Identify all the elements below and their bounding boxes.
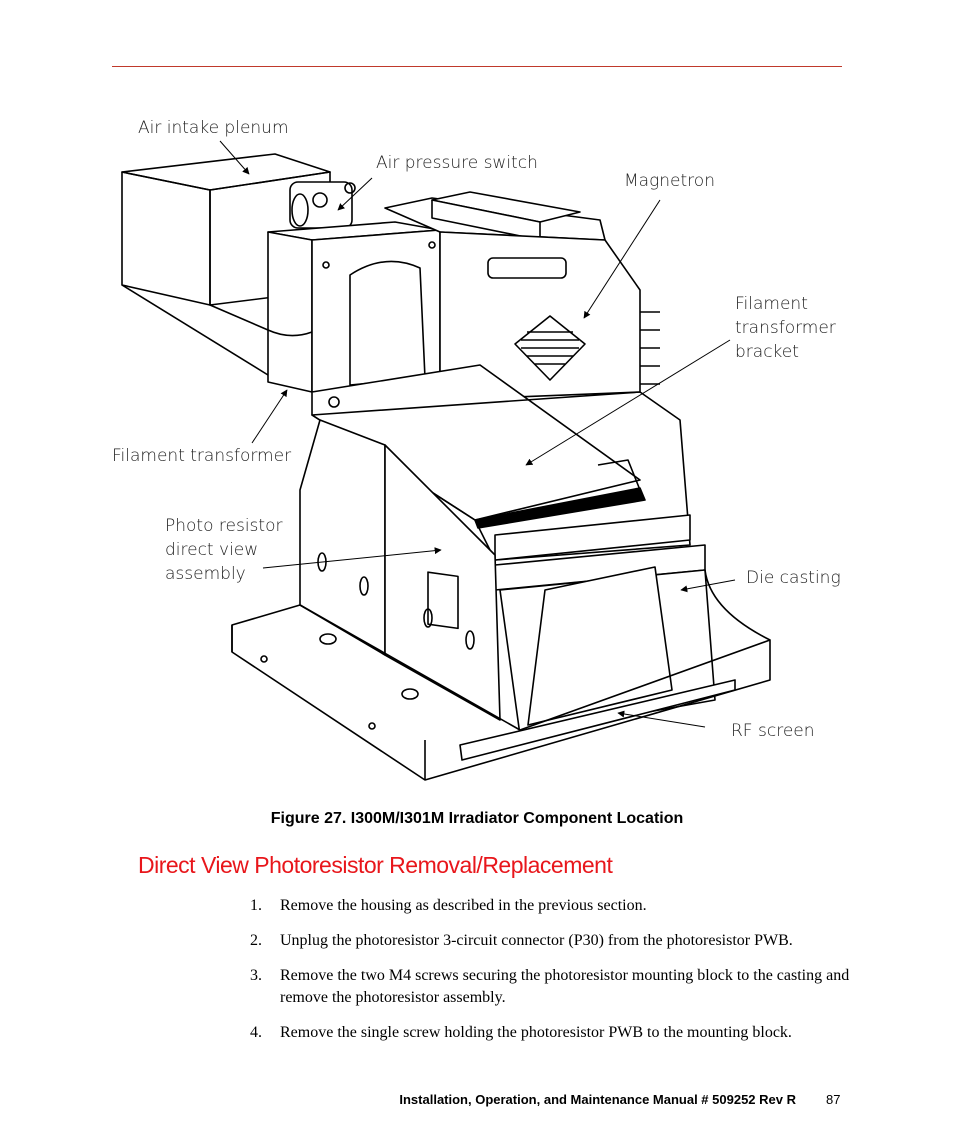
step-number: 1. bbox=[250, 897, 262, 914]
section-heading: Direct View Photoresistor Removal/Replacement bbox=[138, 852, 613, 878]
step-text: Remove the single screw holding the photoresistor PWB to the mounting block. bbox=[280, 1024, 792, 1041]
callout-air-intake-plenum: Air intake plenum bbox=[138, 118, 289, 138]
step-text: Unplug the photoresistor 3-circuit connector (P30) from the photoresistor PWB. bbox=[280, 932, 793, 949]
step-number: 2. bbox=[250, 932, 262, 949]
figure-caption: Figure 27. I300M/I301M Irradiator Component Location bbox=[270, 810, 684, 827]
page-number: 87 bbox=[826, 1092, 841, 1107]
list-item bbox=[250, 965, 850, 1009]
callout-magnetron: Magnetron bbox=[624, 171, 715, 191]
callout-photo-resistor: Photo resistor direct view assembly bbox=[165, 516, 283, 584]
steps-list bbox=[250, 895, 850, 1057]
step-number: 3. bbox=[250, 967, 262, 984]
filament-transformer-shape bbox=[268, 222, 440, 392]
step-number: 4. bbox=[250, 1024, 262, 1041]
list-item bbox=[250, 930, 850, 952]
callout-filament-transformer-bracket: Filament transformer bracket bbox=[735, 294, 836, 362]
callout-rf-screen: RF screen bbox=[731, 721, 815, 741]
list-item bbox=[250, 1022, 850, 1044]
callout-air-pressure-switch: Air pressure switch bbox=[376, 153, 538, 173]
air-pressure-switch-shape bbox=[290, 182, 355, 228]
footer-manual-title: Installation, Operation, and Maintenance Manual # 509252 Rev R bbox=[399, 1092, 796, 1107]
list-item bbox=[250, 895, 850, 917]
callout-filament-transformer: Filament transformer bbox=[112, 446, 292, 466]
step-text: Remove the housing as described in the previous section. bbox=[280, 897, 647, 914]
step-text: Remove the two M4 screws securing the photoresistor mounting block to the casting and remove the photoresistor assembly. bbox=[280, 967, 850, 1006]
callout-die-casting: Die casting bbox=[746, 568, 841, 588]
